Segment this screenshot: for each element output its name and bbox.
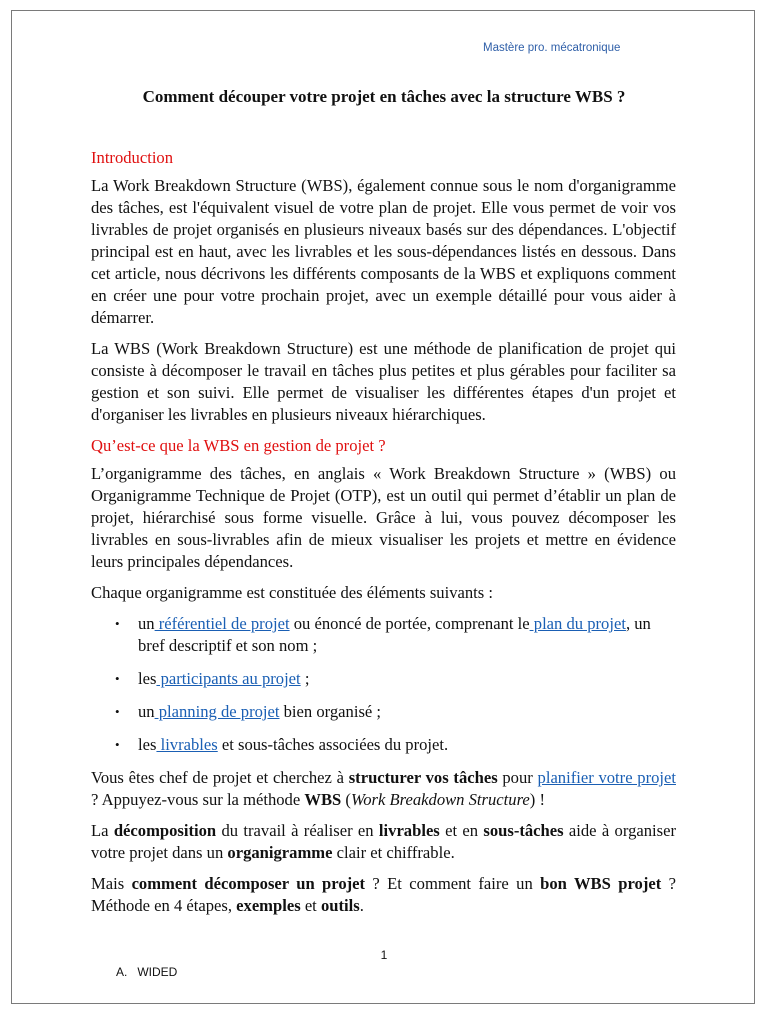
text-run: clair et chiffrable. [332,843,455,862]
closing-paragraph-2 [91,820,676,864]
link-referentiel-de-projet[interactable]: référentiel de projet [154,614,290,633]
text-run: Mais [91,874,132,893]
list-item [91,668,676,690]
italic-run: Work Breakdown Structure [350,790,530,809]
text-run: ? Appuyez-vous sur la méthode [91,790,305,809]
intro-paragraph-2: La WBS (Work Breakdown Structure) est une méthode de planification de projet qui consiste à décomposer le travail en tâches plus petites et plus gérables pour faciliter sa gestion et son suivi. Elle permet de visualiser les différentes étapes d'un projet et d'organiser les livrables en plusieurs niveaux hiérarchiques. [91,339,676,424]
text-run: et en [439,821,484,840]
list-item-text: bien organisé ; [279,702,382,721]
link-participants-au-projet[interactable]: participants au projet [156,669,301,688]
text-run: ) ! [529,790,545,809]
list-item-text: ou énoncé de portée, comprenant le [289,614,530,633]
what-paragraph-2: Chaque organigramme est constituée des éléments suivants : [91,583,493,602]
list-item-text: un [138,702,155,721]
document-title: Comment découper votre projet en tâches avec la structure WBS ? [142,87,626,106]
section-heading-introduction: Introduction [91,148,174,167]
footer-author: A. WIDED [116,965,178,979]
text-run: du travail à réaliser en [216,821,379,840]
closing-paragraph-1 [91,767,676,811]
link-livrables[interactable]: livrables [156,735,218,754]
bold-run: livrables [378,821,440,840]
bold-run: sous-tâches [483,821,564,840]
list-item [91,613,676,657]
document-body [91,147,676,926]
list-item-text: et sous-tâches associées du projet. [217,735,449,754]
closing-paragraph-3 [91,873,676,917]
bullet-icon: • [115,616,120,631]
link-plan-du-projet[interactable]: plan du projet [529,614,626,633]
bold-run: outils [320,896,360,915]
list-item [91,734,676,756]
text-run: ( [341,790,351,809]
elements-list [91,613,676,756]
bold-run: organigramme [227,843,333,862]
bold-run: comment décomposer un projet [131,874,366,893]
intro-paragraph-1: La Work Breakdown Structure (WBS), également connue sous le nom d'organigramme des tâches, est l'équivalent visuel de votre plan de projet. Elle vous permet de voir vos livrables de projet organisés en plusieurs niveaux basés sur des dépendances. L'objectif principal est en haut, avec les livrables et les sous-dépendances listés en dessous. Dans cet article, nous décrivons les différents composants de la WBS et expliquons comment en créer une pour votre prochain projet, avec un exemple détaillé pour vous aider à démarrer. [91,176,676,327]
bold-run: décomposition [113,821,217,840]
text-run: pour [497,768,538,787]
text-run: La [91,821,114,840]
page-number: 1 [380,948,388,962]
bold-run: exemples [236,896,301,915]
text-run: Vous êtes chef de projet et cherchez à [91,768,349,787]
bullet-icon: • [115,737,120,752]
list-item-text: ; [300,669,310,688]
what-paragraph-1: L’organigramme des tâches, en anglais « Work Breakdown Structure » (WBS) ou Organigramme Technique de Projet (OTP), est un outil qui permet d’établir un plan de projet, hiérarchisé sous forme visuelle. Grâce à lui, vous pouvez décomposer les livrables en sous-livrables afin de mieux visualiser les projets et mettre en évidence leurs principales dépendances. [91,464,676,571]
bullet-icon: • [115,704,120,719]
header-note: Mastère pro. mécatronique [483,42,621,54]
bold-run: bon WBS projet [540,874,662,893]
text-run: aide à organiser votre projet dans un [91,821,676,862]
list-item-text: les [138,669,157,688]
link-planning-de-projet[interactable]: planning de projet [154,702,280,721]
bold-run: WBS [304,790,342,809]
link-planifier-votre-projet[interactable]: planifier votre projet [537,768,676,787]
list-item-text: , un bref descriptif et son nom ; [138,614,651,655]
text-run: ? Et comment faire un [365,874,541,893]
bold-run: structurer vos tâches [348,768,498,787]
section-heading-what-is-wbs: Qu’est-ce que la WBS en gestion de projet ? [91,436,386,455]
text-run: . [359,896,364,915]
text-run: ? Méthode en 4 étapes, [91,874,676,915]
list-item-text: un [138,614,155,633]
list-item-text: les [138,735,157,754]
list-item [91,701,676,723]
text-run: et [300,896,321,915]
bullet-icon: • [115,671,120,686]
